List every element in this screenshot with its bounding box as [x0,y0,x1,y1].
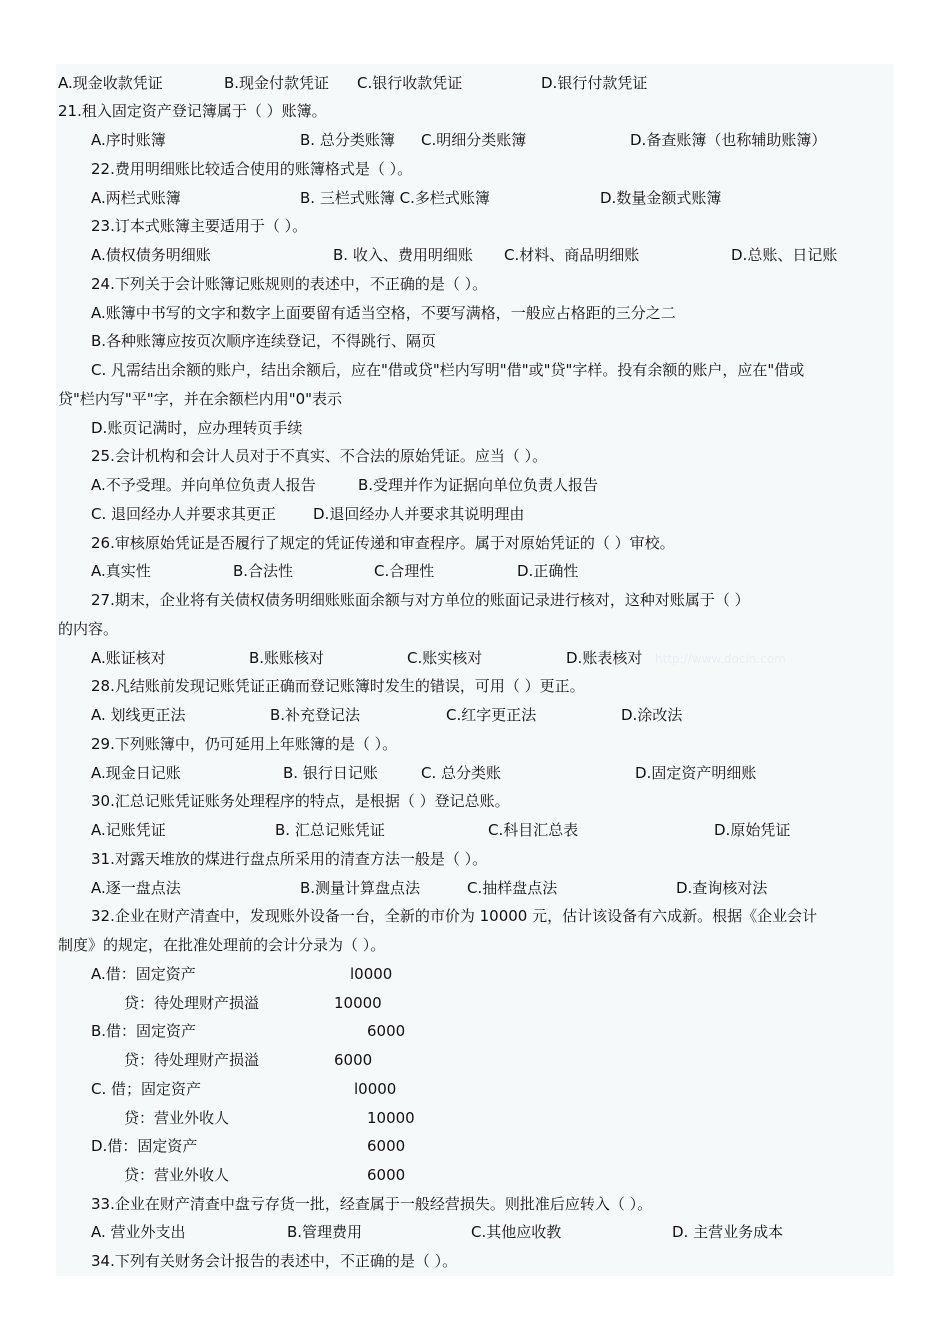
option-text: B.测量计算盘点法 [300,879,421,897]
option-text: C.明细分类账簿 [421,131,527,149]
line-text: C. 凡需结出余额的账户，结出余额后，应在"借或贷"栏内写明"借"或"贷"字样。投有余额的账户，应在"借或 [91,361,805,379]
option-text: C. 总分类账 [421,764,502,782]
line-text: A.逐一盘点法 [91,879,181,897]
option-text: B. 三栏式账簿 C.多栏式账簿 [300,189,490,207]
line-text: 23.订本式账簿主要适用于（ ）。 [91,217,308,235]
line-text: A.现金日记账 [91,764,181,782]
option-text: C.银行收款凭证 [357,74,463,92]
text-line [0,1021,950,1041]
option-text: B.受理并作为证据向单位负责人报告 [358,476,599,494]
option-text: B. 总分类账簿 [300,131,395,149]
line-text: A.两栏式账簿 [91,189,181,207]
text-line [0,331,950,351]
line-text: 24.下列关于会计账簿记账规则的表述中，不正确的是（ ）。 [91,275,488,293]
option-text: B. 汇总记账凭证 [275,821,385,839]
option-text: l0000 [354,1080,397,1098]
option-text: 6000 [367,1022,406,1040]
text-line [0,619,950,639]
text-line [0,274,950,294]
option-text: l0000 [350,965,393,983]
text-line [0,1136,950,1156]
text-line [0,1079,950,1099]
text-line [0,1050,950,1070]
text-line [0,734,950,754]
option-text: D.查询核对法 [676,879,768,897]
text-line [0,1108,950,1128]
text-line [0,820,950,840]
text-line [0,389,950,409]
text-line [0,475,950,495]
option-text: C.账实核对 [407,649,483,667]
option-text: C.红字更正法 [446,706,537,724]
line-text: D.借：固定资产 [91,1137,198,1155]
line-text: A. 营业外支出 [91,1223,186,1241]
text-line [0,849,950,869]
line-text: A.不予受理。并向单位负责人报告 [91,476,316,494]
text-line [0,1251,950,1271]
text-line [0,159,950,179]
line-text: A.记账凭证 [91,821,166,839]
text-line [0,101,950,121]
text-line [0,1222,950,1242]
text-line [0,935,950,955]
line-text: 贷：待处理财产损溢 [124,994,260,1012]
line-text: A.债权债务明细账 [91,246,211,264]
line-text: A.现金收款凭证 [58,74,163,92]
line-text: 的内容。 [58,620,119,638]
line-text: 21.租入固定资产登记簿属于（ ）账簿。 [58,102,327,120]
option-text: D.账表核对 [566,649,643,667]
line-text: 25.会计机构和会计人员对于不真实、不合法的原始凭证。应当（ ）。 [91,447,548,465]
option-text: C.其他应收教 [471,1223,562,1241]
text-line [0,504,950,524]
option-text: C.材料、商品明细账 [504,246,640,264]
text-line [0,906,950,926]
text-line [0,446,950,466]
text-line [0,648,950,668]
option-text: D.涂改法 [621,706,683,724]
option-text: D.总账、日记账 [731,246,838,264]
line-text: A.账簿中书写的文字和数字上面要留有适当空格，不要写满格，一般应占格距的三分之二 [91,304,676,322]
option-text: B.管理费用 [287,1223,363,1241]
text-line [0,993,950,1013]
text-line [0,73,950,93]
text-line [0,561,950,581]
line-text: A.真实性 [91,562,151,580]
option-text: C.合理性 [374,562,435,580]
line-text: C. 借；固定资产 [91,1080,202,1098]
text-line [0,418,950,438]
line-text: A.借：固定资产 [91,965,196,983]
text-line [0,1165,950,1185]
line-text: 贷：营业外收人 [124,1109,230,1127]
line-text: D.账页记满时，应办理转页手续 [91,419,303,437]
option-text: D.退回经办人并要求其说明理由 [313,505,525,523]
text-line [0,245,950,265]
line-text: 33.企业在财产清查中盘亏存货一批，经查属于一般经营损失。则批准后应转入（ ）。 [91,1195,653,1213]
text-line [0,533,950,553]
line-text: B.各种账簿应按页次顺序连续登记，不得跳行、隔页 [91,332,437,350]
option-text: D.备查账簿（也称辅助账簿） [630,131,827,149]
line-text: A.序时账簿 [91,131,166,149]
line-text: 22.费用明细账比较适合使用的账簿格式是（ ）。 [91,160,413,178]
text-line [0,763,950,783]
line-text: 30.汇总记账凭证账务处理程序的特点，是根据（ ）登记总账。 [91,792,510,810]
option-text: C.抽样盘点法 [467,879,558,897]
text-line [0,705,950,725]
option-text: 6000 [334,1051,373,1069]
option-text: B.补充登记法 [270,706,361,724]
line-text: 31.对露天堆放的煤进行盘点所采用的清查方法一般是（ ）。 [91,850,488,868]
line-text: 29.下列账簿中，仍可延用上年账簿的是（ ）。 [91,735,398,753]
text-line [0,791,950,811]
line-text: C. 退回经办人并要求其更正 [91,505,277,523]
text-line [0,216,950,236]
line-text: A. 划线更正法 [91,706,186,724]
text-line [0,878,950,898]
line-text: 32.企业在财产清查中，发现账外设备一台，全新的市价为 10000 元，估计该设备有六成新。根据《企业会计 [91,907,818,925]
line-text: 贷：营业外收人 [124,1166,230,1184]
text-line [0,964,950,984]
option-text: 10000 [367,1109,415,1127]
text-line [0,1194,950,1214]
option-text: D.固定资产明细账 [635,764,757,782]
line-text: 28.凡结账前发现记账凭证正确而登记账簿时发生的错误，可用（ ）更正。 [91,677,585,695]
text-line [0,303,950,323]
option-text: D.正确性 [517,562,579,580]
line-text: B.借：固定资产 [91,1022,197,1040]
line-text: 26.审核原始凭证是否履行了规定的凭证传递和审查程序。属于对原始凭证的（ ）审校。 [91,534,675,552]
line-text: 27.期末，企业将有关债权债务明细账账面余额与对方单位的账面记录进行核对，这种对账属于（ ） [91,591,750,609]
option-text: 6000 [367,1166,406,1184]
option-text: 6000 [367,1137,406,1155]
watermark: http://www.docin.com [655,652,786,666]
text-line [0,676,950,696]
option-text: B.账账核对 [249,649,325,667]
option-text: B.合法性 [233,562,294,580]
text-line [0,360,950,380]
text-line [0,590,950,610]
option-text: D.数量金额式账簿 [600,189,722,207]
line-text: A.账证核对 [91,649,166,667]
option-text: B. 收入、费用明细账 [333,246,473,264]
text-line [0,130,950,150]
option-text: D.银行付款凭证 [541,74,648,92]
line-text: 贷：待处理财产损溢 [124,1051,260,1069]
option-text: D.原始凭证 [714,821,791,839]
option-text: B.现金付款凭证 [224,74,330,92]
option-text: C.科目汇总表 [488,821,579,839]
text-line [0,188,950,208]
option-text: 10000 [334,994,382,1012]
line-text: 34.下列有关财务会计报告的表述中，不正确的是（ ）。 [91,1252,458,1270]
line-text: 贷"栏内写"平"字，并在余额栏内用"0"表示 [58,390,343,408]
option-text: D. 主营业务成本 [672,1223,784,1241]
line-text: 制度》的规定，在批准处理前的会计分录为（ ）。 [58,936,386,954]
option-text: B. 银行日记账 [283,764,378,782]
